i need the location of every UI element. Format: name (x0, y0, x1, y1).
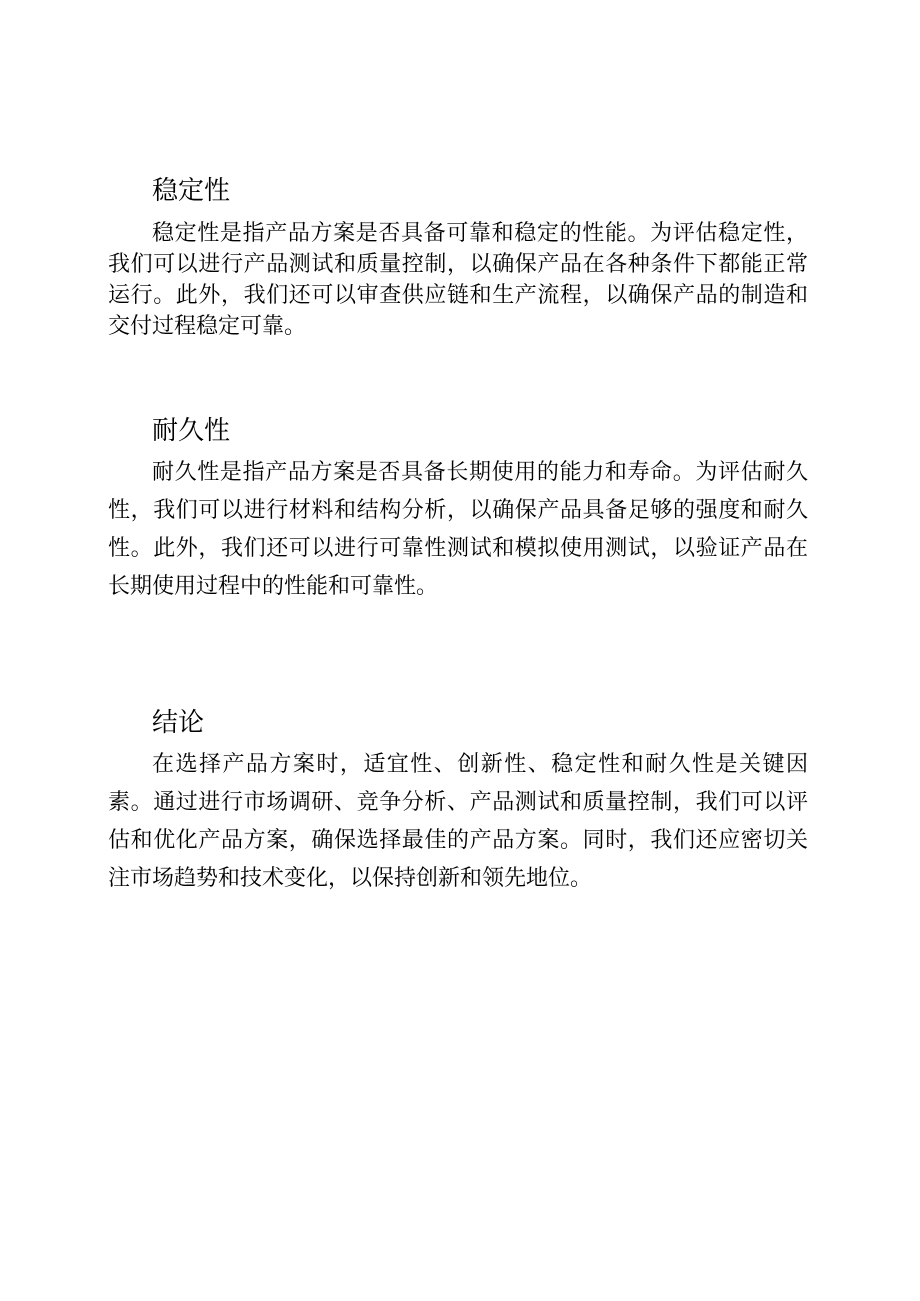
section-title-conclusion: 结论 (152, 708, 205, 738)
section-stability (108, 174, 808, 342)
section-durability (108, 414, 808, 606)
section-title-durability: 耐久性 (152, 416, 231, 446)
section-body-stability: 稳定性是指产品方案是否具备可靠和稳定的性能。为评估稳定性，我们可以进行产品测试和质量控制，以确保产品在各种条件下都能正常运行。此外，我们还可以审查供应链和生产流程，以确保产品的制造和交付过程稳定可靠。 (108, 221, 808, 339)
section-conclusion (108, 706, 808, 898)
section-title-stability: 稳定性 (152, 176, 231, 206)
section-body-durability: 耐久性是指产品方案是否具备长期使用的能力和寿命。为评估耐久性，我们可以进行材料和结构分析，以确保产品具备足够的强度和耐久性。此外，我们还可以进行可靠性测试和模拟使用测试，以验证产品在长期使用过程中的性能和可靠性。 (108, 460, 808, 599)
section-body-conclusion: 在选择产品方案时，适宜性、创新性、稳定性和耐久性是关键因素。通过进行市场调研、竞争分析、产品测试和质量控制，我们可以评估和优化产品方案，确保选择最佳的产品方案。同时，我们还应密切关注市场趋势和技术变化，以保持创新和领先地位。 (108, 752, 808, 891)
